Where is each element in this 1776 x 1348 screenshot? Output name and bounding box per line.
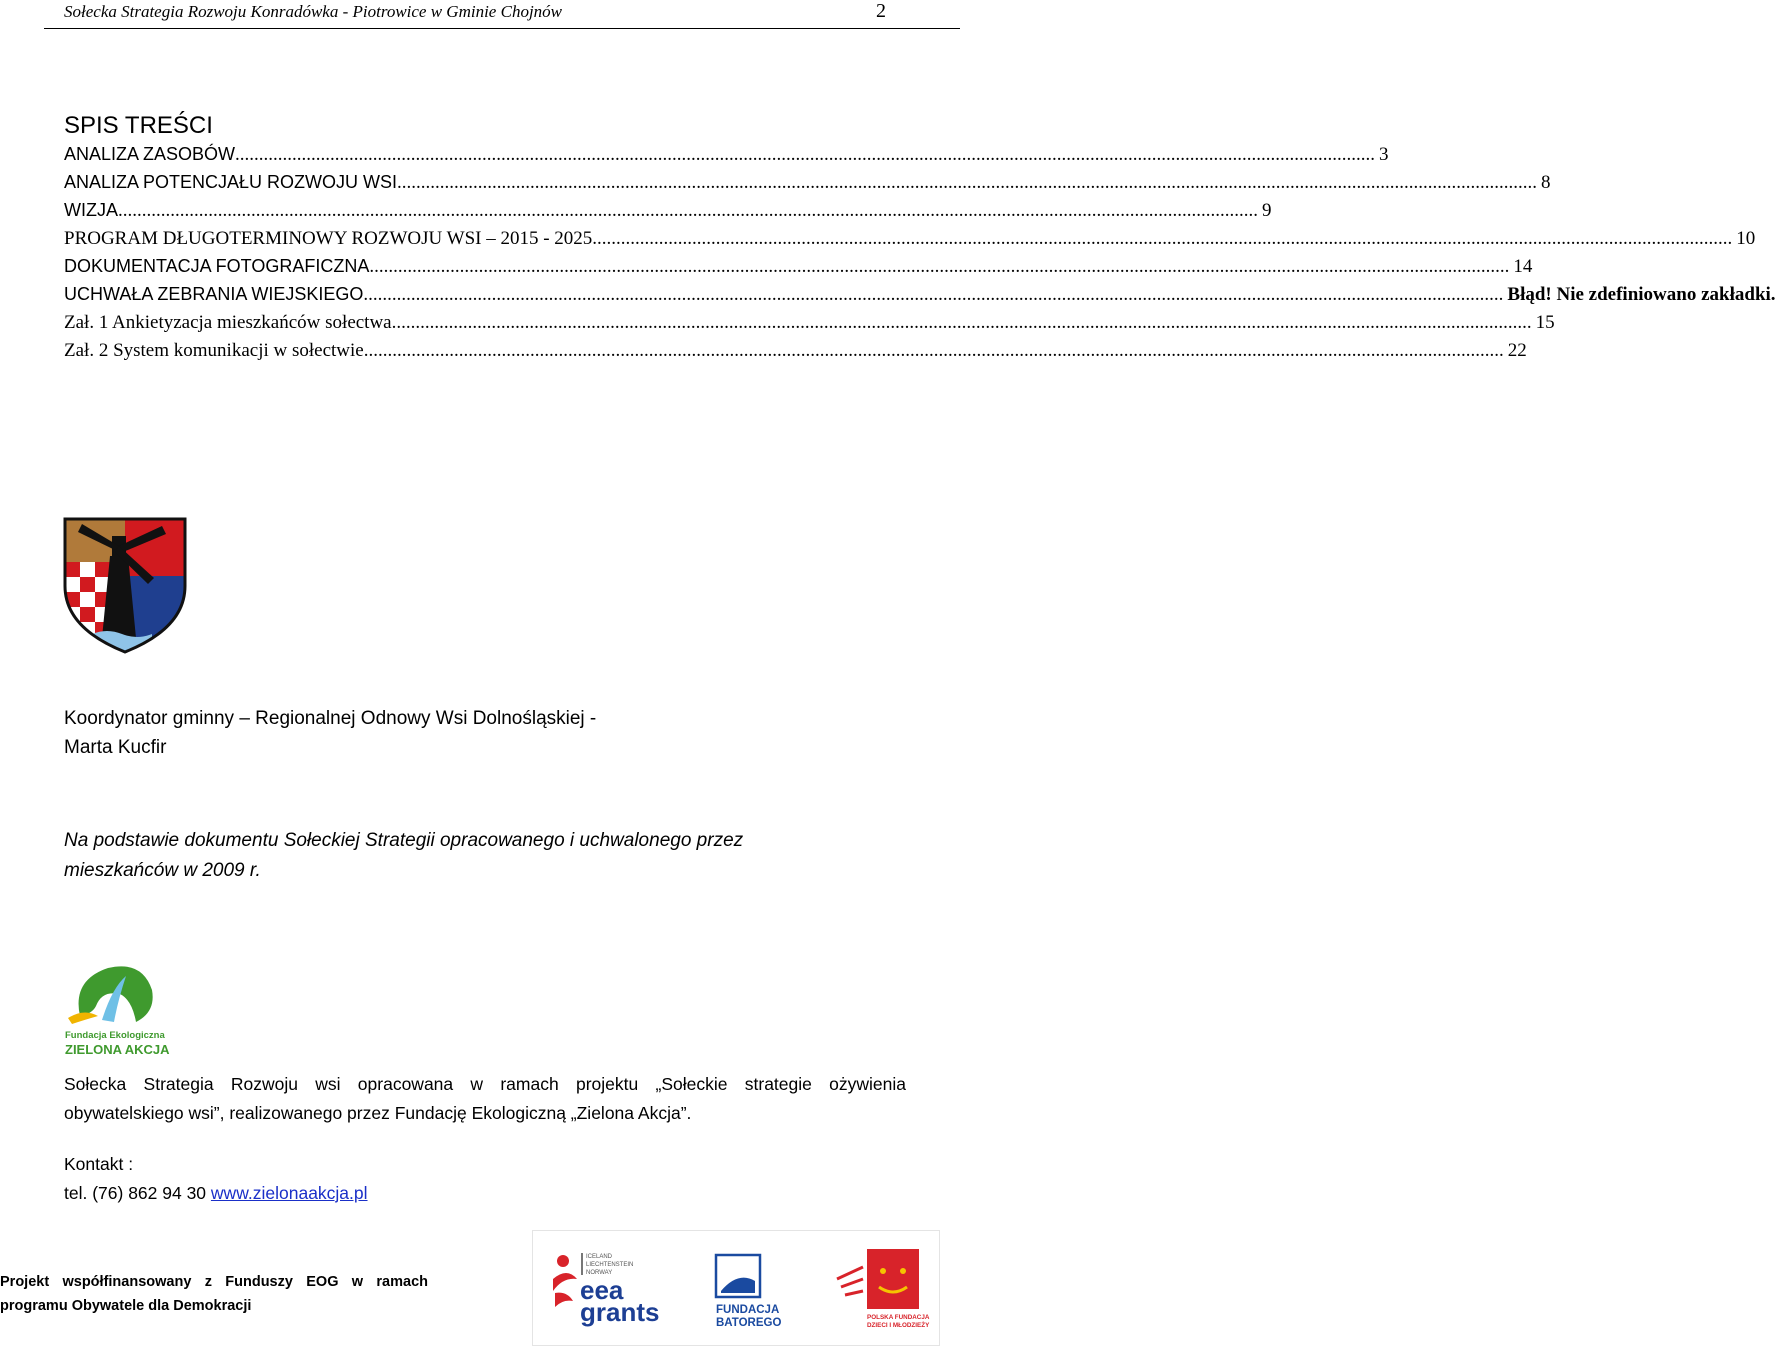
project-description: Sołecka Strategia Rozwoju wsi opracowana w ramach projektu „Sołeckie strategie ożywienia obywatelskiego wsi”, realizowanego przez Fundację Ekologiczną „Zielona Akcja”. bbox=[64, 1074, 906, 1123]
eea-country-liechtenstein: LIECHTENSTEIN bbox=[586, 1262, 634, 1268]
cofinancing-note: Projekt współfinansowany z Funduszy EOG w ramach programu Obywatele dla Demokracji bbox=[0, 1274, 428, 1314]
foundation-logo-line1: Fundacja Ekologiczna bbox=[65, 1030, 165, 1041]
toc-entry[interactable] bbox=[64, 312, 1555, 334]
contact-phone: tel. (76) 862 94 30 bbox=[64, 1183, 207, 1203]
basis-line-2: mieszkańców w 2009 r. bbox=[64, 860, 261, 881]
toc-leader-dots bbox=[392, 312, 1532, 334]
toc-entry-title: PROGRAM DŁUGOTERMINOWY ROZWOJU WSI – 2015 - 2025 bbox=[64, 228, 593, 249]
toc-leader-dots bbox=[235, 144, 1375, 166]
toc-leader-dots bbox=[363, 284, 1503, 306]
toc-entry-page: 22 bbox=[1507, 340, 1527, 361]
contact-label: Kontakt : bbox=[64, 1154, 134, 1174]
toc-entry[interactable] bbox=[64, 256, 1533, 278]
toc-entry-page: 15 bbox=[1535, 312, 1555, 333]
header-divider bbox=[44, 28, 960, 29]
toc-leader-dots bbox=[397, 172, 1537, 194]
toc-leader-dots bbox=[592, 228, 1732, 250]
toc-entry-page-error: Błąd! Nie zdefiniowano zakładki. bbox=[1507, 284, 1776, 305]
coordinator-name: Marta Kucfir bbox=[64, 737, 167, 758]
toc-entry[interactable] bbox=[64, 200, 1272, 222]
toc-entry[interactable] bbox=[64, 284, 1776, 306]
coat-of-arms-icon bbox=[62, 516, 188, 654]
eea-grants-logo-icon bbox=[553, 1253, 659, 1327]
eea-logo-line2: grants bbox=[580, 1297, 660, 1327]
toc-entry-title: Zał. 2 System komunikacji w sołectwie bbox=[64, 340, 364, 361]
toc-entry-page: 14 bbox=[1513, 256, 1533, 277]
toc-heading: SPIS TREŚCI bbox=[64, 112, 213, 139]
toc-leader-dots bbox=[364, 340, 1504, 362]
toc-entry-page: 8 bbox=[1541, 172, 1551, 193]
batory-foundation-logo-icon bbox=[716, 1255, 781, 1329]
toc-entry-title: UCHWAŁA ZEBRANIA WIEJSKIEGO bbox=[64, 284, 364, 304]
toc-entry[interactable] bbox=[64, 172, 1551, 194]
toc-entry[interactable] bbox=[64, 228, 1756, 250]
eea-country-iceland: ICELAND bbox=[586, 1254, 613, 1260]
toc-entry[interactable] bbox=[64, 144, 1389, 166]
coordinator-title: Koordynator gminny – Regionalnej Odnowy Wsi Dolnośląskiej - bbox=[64, 708, 597, 729]
toc-entry-title: ANALIZA POTENCJAŁU ROZWOJU WSI bbox=[64, 172, 398, 192]
sponsor-logos-graphic bbox=[533, 1231, 941, 1347]
website-link[interactable]: www.zielonaakcja.pl bbox=[210, 1183, 368, 1203]
toc-entry-page: 10 bbox=[1736, 228, 1756, 249]
eea-country-norway: NORWAY bbox=[586, 1270, 613, 1276]
pfdim-logo-line1: POLSKA FUNDACJA bbox=[867, 1314, 930, 1321]
eea-logo-line1: eea bbox=[580, 1275, 624, 1305]
toc-entry-page: 9 bbox=[1262, 200, 1272, 221]
batory-logo-line1: FUNDACJA bbox=[716, 1304, 780, 1316]
basis-line-1: Na podstawie dokumentu Sołeckiej Strategii opracowanego i uchwalonego przez bbox=[64, 830, 744, 851]
foundation-logo-line2: ZIELONA AKCJA bbox=[65, 1042, 170, 1057]
batory-logo-line2: BATOREGO bbox=[716, 1317, 782, 1329]
toc-entry-title: Zał. 1 Ankietyzacja mieszkańców sołectwa bbox=[64, 312, 392, 333]
contact-details bbox=[64, 1179, 368, 1208]
coordinator-block bbox=[64, 704, 596, 762]
toc-entry[interactable] bbox=[64, 340, 1527, 362]
zielona-akcja-logo-icon bbox=[62, 960, 170, 1058]
toc-entry-title: WIZJA bbox=[64, 200, 118, 220]
toc-entry-page: 3 bbox=[1379, 144, 1389, 165]
toc-entry-title: DOKUMENTACJA FOTOGRAFICZNA bbox=[64, 256, 370, 276]
pfdim-logo-line2: DZIECI I MŁODZIEŻY bbox=[867, 1322, 930, 1329]
contact-block bbox=[64, 1150, 368, 1208]
toc-leader-dots bbox=[118, 200, 1258, 222]
document-basis-note bbox=[64, 826, 743, 886]
toc-entry-title: ANALIZA ZASOBÓW bbox=[64, 144, 236, 164]
page-number: 2 bbox=[876, 0, 886, 22]
toc-leader-dots bbox=[369, 256, 1509, 278]
sponsor-logos bbox=[532, 1230, 940, 1346]
pfdim-logo-icon bbox=[837, 1249, 930, 1329]
running-header-title: Sołecka Strategia Rozwoju Konradówka - Piotrowice w Gminie Chojnów bbox=[64, 2, 563, 21]
